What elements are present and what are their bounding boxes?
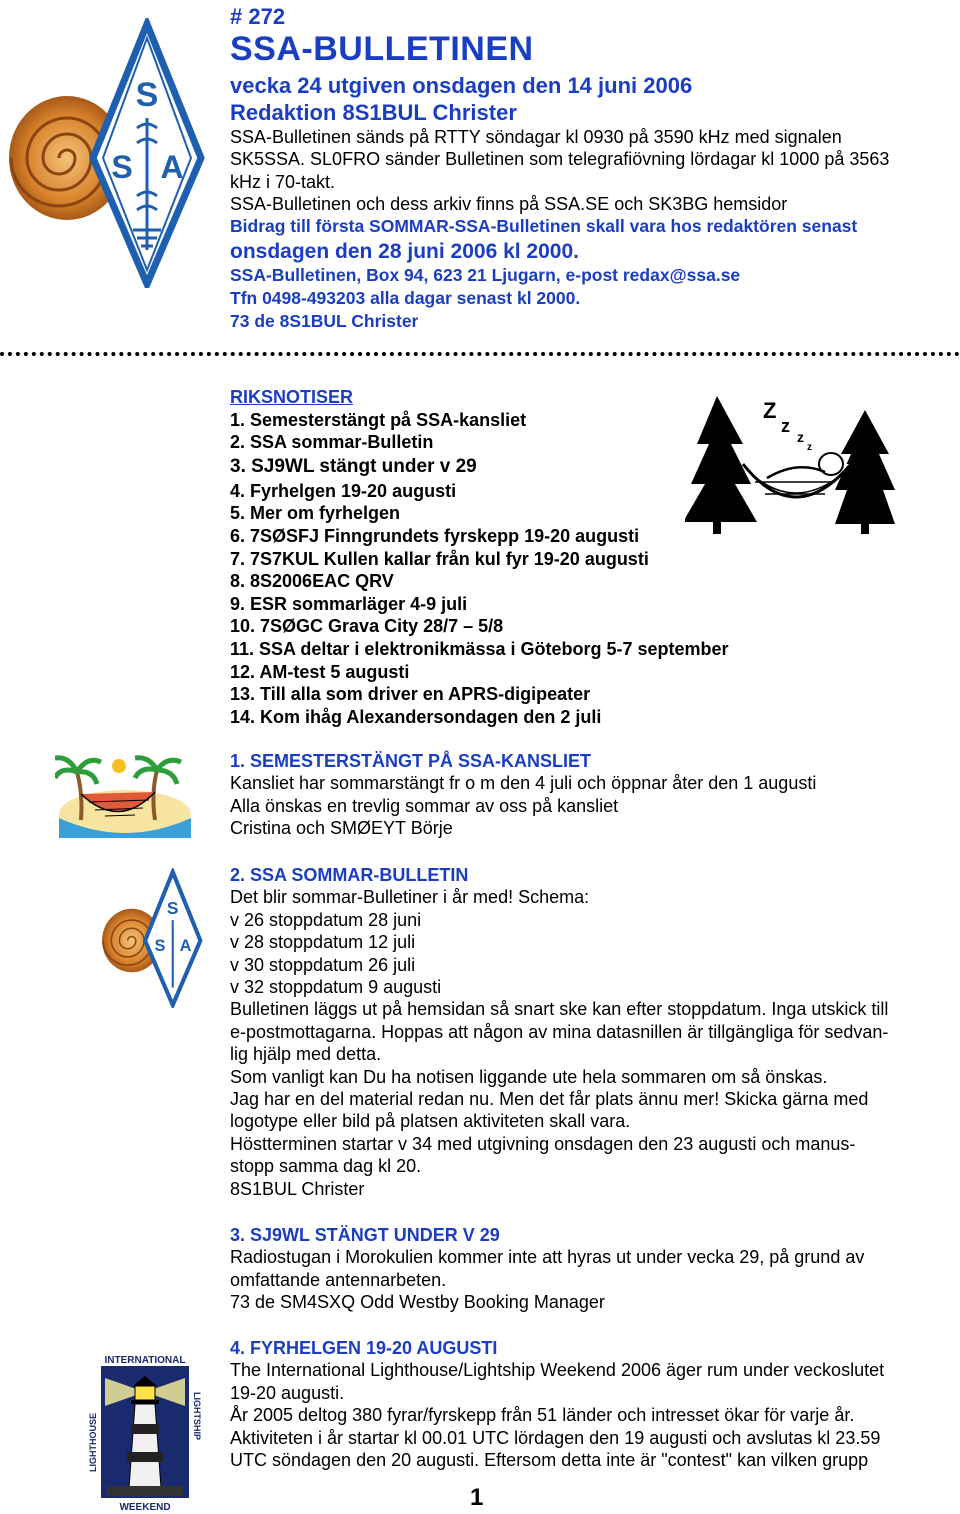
ssa-logo-letter-s2: S [111, 149, 133, 185]
toc-heading[interactable]: RIKSNOTISER [230, 387, 354, 407]
section-title: 1. SEMESTERSTÄNGT PÅ SSA-KANSLIET [230, 751, 592, 771]
section-line: Det blir sommar-Bulletiner i år med! Schema: [230, 887, 590, 908]
section-line: Aktiviteten i år startar kl 00.01 UTC lördagen den 19 augusti och avslutas kl 23.59 [230, 1427, 881, 1448]
toc-item: 9. ESR sommarläger 4-9 juli [230, 593, 468, 614]
section-title: 3. SJ9WL STÄNGT UNDER V 29 [230, 1225, 500, 1245]
toc-item: 3. SJ9WL stängt under v 29 [230, 455, 477, 477]
section-line: UTC söndagen den 20 augusti. Eftersom detta inte är "contest" kan vilken grupp [230, 1450, 869, 1471]
section-line: v 32 stoppdatum 9 augusti [230, 977, 442, 998]
section-title: 4. FYRHELGEN 19-20 AUGUSTI [230, 1338, 498, 1358]
section-line: e-postmottagarna. Hoppas att någon av mina datasnillen är tillgängliga för sedvan- [230, 1021, 889, 1042]
section-line: The International Lighthouse/Lightship Weekend 2006 äger rum under veckoslutet [230, 1360, 885, 1381]
section-line: v 30 stoppdatum 26 juli [230, 954, 416, 975]
toc-item: 11. SSA deltar i elektronikmässa i Göteborg 5-7 september [230, 638, 729, 659]
dotted-divider [0, 352, 960, 356]
page-number: 1 [470, 1484, 484, 1511]
section-line: Cristina och SMØEYT Börje [230, 818, 453, 839]
lighthouse-weekend-logo [85, 1352, 205, 1512]
toc-item: 8. 8S2006EAC QRV [230, 571, 394, 592]
section-line: 73 de SM4SXQ Odd Westby Booking Manager [230, 1292, 605, 1313]
bulletin-title: SSA-BULLETINEN [230, 30, 534, 68]
svg-text:Z: Z [763, 398, 777, 423]
section-line: 8S1BUL Christer [230, 1178, 365, 1199]
section-line: År 2005 deltog 380 fyrar/fyrskepp från 51 länder och intresset ökar för varje år. [230, 1405, 855, 1426]
contact-line: 73 de 8S1BUL Christer [230, 311, 419, 331]
toc-item: 5. Mer om fyrhelgen [230, 503, 401, 524]
intro-line: SK5SSA. SL0FRO sänder Bulletinen som telegrafiövning lördagar kl 1000 på 3563 [230, 149, 890, 170]
section-line: Höstterminen startar v 34 med utgivning onsdagen den 23 augusti och manus- [230, 1133, 856, 1154]
intro-line: SSA-Bulletinen och dess arkiv finns på SSA.SE och SK3BG hemsidor [230, 194, 788, 215]
section-line: logotype eller bild på platsen aktiviteten skall vara. [230, 1111, 631, 1132]
table-of-contents [230, 386, 729, 728]
contact-line: SSA-Bulletinen, Box 94, 623 21 Ljugarn, e-post redax@ssa.se [230, 265, 741, 285]
section-line: lig hjälp med detta. [230, 1044, 382, 1065]
section-line: v 28 stoppdatum 12 juli [230, 932, 416, 953]
lighthouse-logo-bottom-text: WEEKEND [119, 1502, 171, 1512]
bulletin-subtitle [230, 72, 692, 126]
ssa-logo-letter-s1: S [166, 897, 179, 918]
toc-item: 7. 7S7KUL Kullen kallar från kul fyr 19-20 augusti [230, 548, 649, 569]
section-line: Radiostugan i Morokulien kommer inte att hyras ut under vecka 29, på grund av [230, 1247, 865, 1268]
deadline-line: onsdagen den 28 juni 2006 kl 2000. [230, 240, 579, 263]
section-fyrhelgen [230, 1337, 884, 1471]
section-line: Alla önskas en trevlig sommar av oss på kansliet [230, 795, 619, 816]
section-sommar-bulletin [230, 864, 888, 1200]
ssa-logo [5, 18, 210, 288]
subtitle-line: Redaktion 8S1BUL Christer [230, 100, 517, 125]
section-sj9wl [230, 1224, 864, 1314]
section-line: Som vanligt kan Du ha notisen liggande ute hela sommaren om så önskas. [230, 1066, 828, 1087]
bulletin-intro [230, 126, 889, 216]
subtitle-line: vecka 24 utgiven onsdagen den 14 juni 2006 [230, 73, 693, 98]
ssa-logo-small [100, 868, 205, 1008]
ssa-logo-letter-a: A [179, 936, 192, 955]
hammock-sleeper-illustration [685, 392, 895, 537]
toc-item: 14. Kom ihåg Alexandersondagen den 2 juli [230, 706, 602, 727]
toc-item: 2. SSA sommar-Bulletin [230, 432, 434, 453]
section-line: Kansliet har sommarstängt fr o m den 4 juli och öppnar åter den 1 augusti [230, 773, 817, 794]
svg-text:z: z [807, 442, 812, 453]
svg-text:z: z [797, 429, 804, 445]
lighthouse-logo-top-text: INTERNATIONAL [104, 1355, 186, 1366]
contribution-line: Bidrag till första SOMMAR-SSA-Bulletinen skall vara hos redaktören senast [230, 216, 858, 236]
svg-text:z: z [781, 416, 790, 436]
ssa-logo-letter-s1: S [135, 76, 159, 114]
lighthouse-logo-right-text: LIGHTSHIP [192, 1392, 202, 1441]
contact-info [230, 264, 740, 333]
toc-item: 4. Fyrhelgen 19-20 augusti [230, 480, 457, 501]
section-line: omfattande antennarbeten. [230, 1269, 447, 1290]
section-line: stopp samma dag kl 20. [230, 1156, 422, 1177]
toc-item: 1. Semesterstängt på SSA-kansliet [230, 409, 527, 430]
toc-item: 6. 7SØSFJ Finngrundets fyrskepp 19-20 augusti [230, 525, 640, 546]
toc-item: 13. Till alla som driver en APRS-digipeater [230, 684, 591, 705]
contribution-notice [230, 216, 857, 267]
toc-item: 10. 7SØGC Grava City 28/7 – 5/8 [230, 616, 504, 637]
toc-item: 12. AM-test 5 augusti [230, 661, 410, 682]
contact-line: Tfn 0498-493203 alla dagar senast kl 2000. [230, 288, 581, 308]
bulletin-number: # 272 [230, 4, 286, 29]
section-line: v 26 stoppdatum 28 juni [230, 909, 422, 930]
section-line: 19-20 augusti. [230, 1382, 345, 1403]
ssa-logo-letter-s2: S [154, 936, 166, 955]
intro-line: kHz i 70-takt. [230, 171, 336, 192]
ssa-logo-letter-a: A [160, 149, 184, 185]
section-title: 2. SSA SOMMAR-BULLETIN [230, 865, 469, 885]
lighthouse-logo-left-text: LIGHTHOUSE [88, 1412, 98, 1472]
section-semesterstangt [230, 750, 816, 840]
intro-line: SSA-Bulletinen sänds på RTTY söndagar kl 0930 på 3590 kHz med signalen [230, 127, 842, 147]
section-line: Bulletinen läggs ut på hemsidan så snart ske kan efter stoppdatum. Inga utskick till [230, 999, 889, 1020]
section-line: Jag har en del material redan nu. Men det får plats ännu mer! Skicka gärna med [230, 1089, 869, 1110]
beach-hammock-illustration [55, 752, 195, 842]
